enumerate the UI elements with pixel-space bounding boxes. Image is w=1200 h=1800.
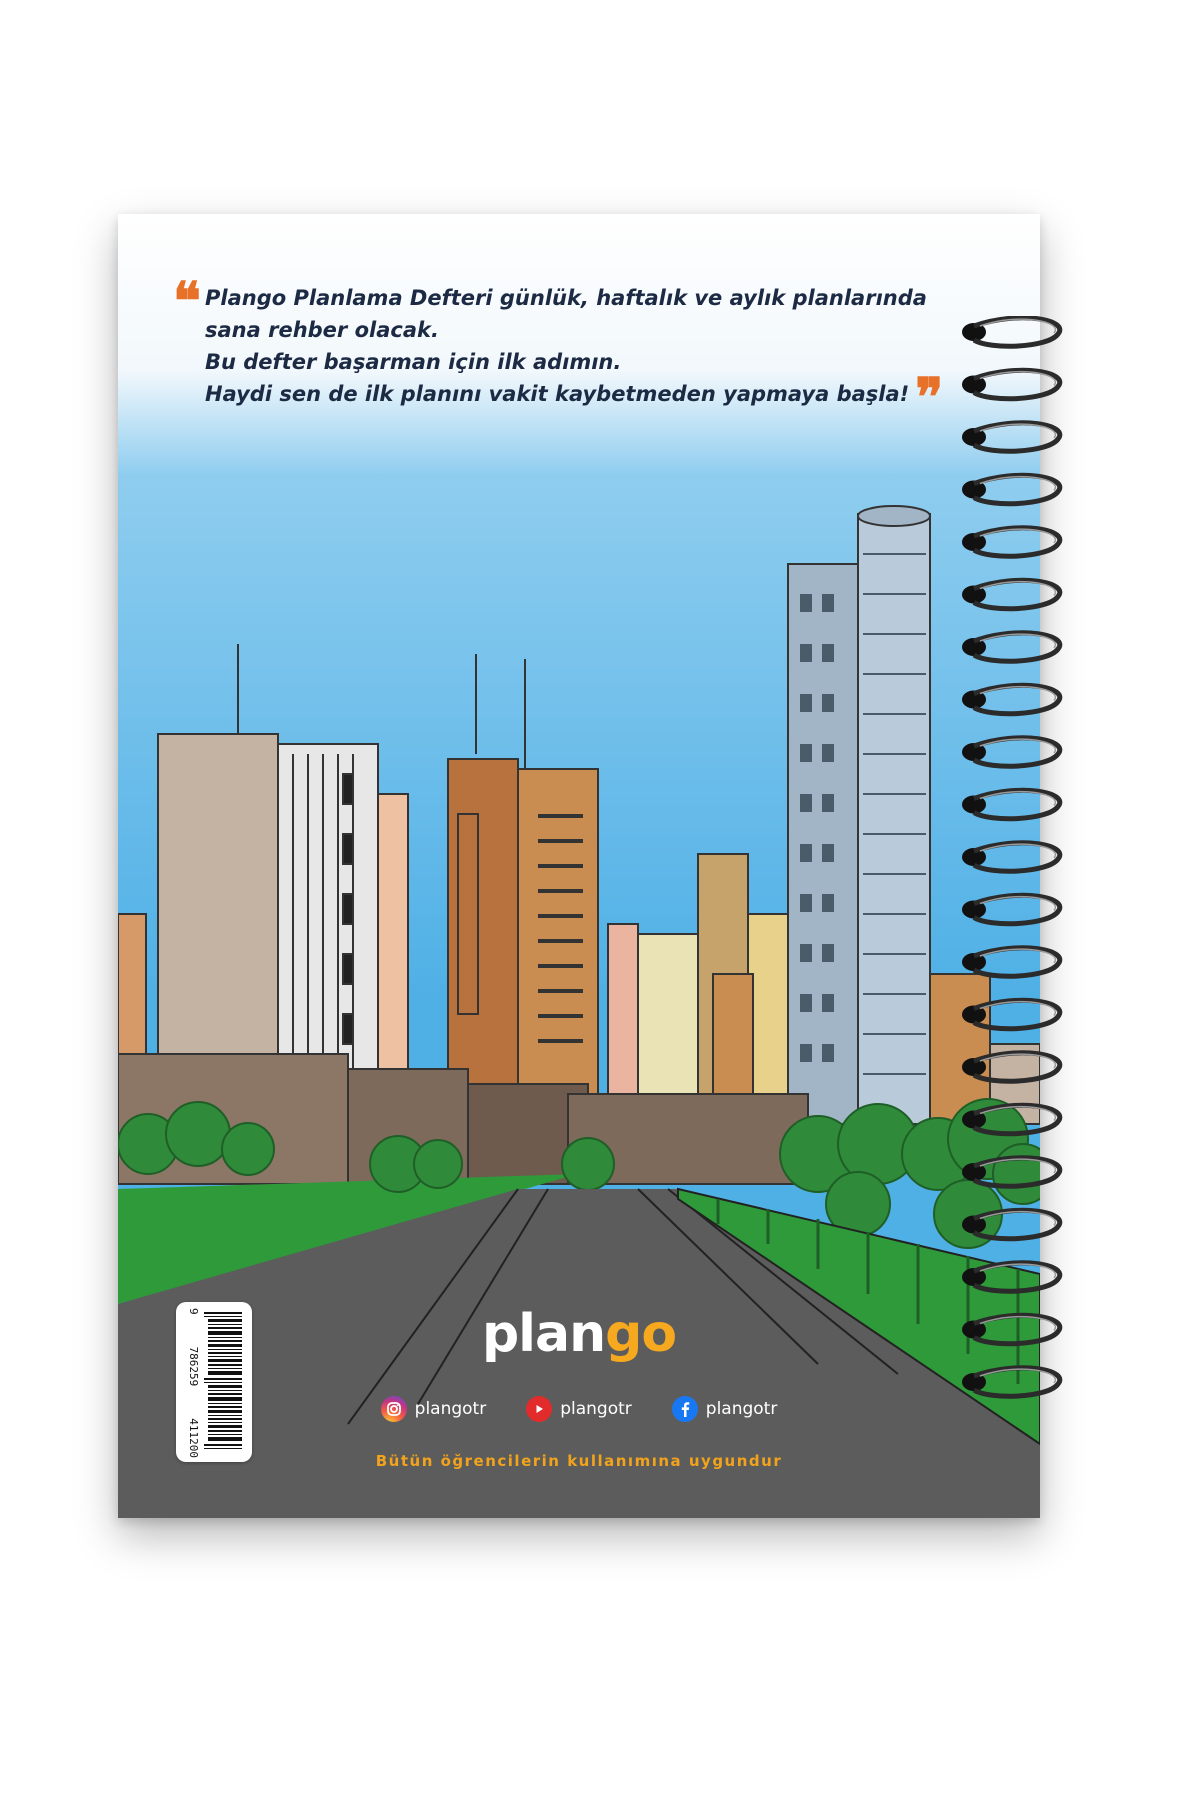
close-quote-mark: ❞ xyxy=(915,367,944,428)
quote-line-3: Bu defter başarman için ilk adımın. xyxy=(205,350,622,374)
open-quote-mark: ❝ xyxy=(173,271,201,332)
barcode-digit-prefix: 9 xyxy=(187,1308,200,1315)
facebook-link[interactable] xyxy=(672,1396,778,1422)
quote-line-1: Plango Planlama Defteri günlük, haftalık ve aylık planlarında xyxy=(205,286,927,310)
barcode-digit-group-2: 411200 xyxy=(187,1418,200,1458)
youtube-handle: plangotr xyxy=(560,1399,632,1419)
facebook-handle: plangotr xyxy=(705,1399,778,1419)
instagram-icon xyxy=(381,1396,407,1422)
spiral-binding xyxy=(960,316,1070,1436)
quote-line-2: sana rehber olacak. xyxy=(205,318,439,342)
instagram-handle: plangotr xyxy=(414,1399,487,1419)
youtube-link[interactable] xyxy=(526,1396,632,1422)
plango-logo xyxy=(118,1304,1040,1364)
youtube-icon xyxy=(526,1396,552,1422)
notebook-back-cover xyxy=(118,214,1040,1518)
quote-block xyxy=(173,271,973,428)
logo-main-text: plan xyxy=(481,1304,606,1364)
tagline: Bütün öğrencilerin kullanımına uygundur xyxy=(375,1452,783,1470)
barcode-digit-group-1: 786259 xyxy=(187,1346,200,1387)
logo-accent-text: go xyxy=(605,1304,677,1364)
quote-line-4 xyxy=(173,367,973,428)
social-links xyxy=(118,1396,1040,1422)
instagram-link[interactable] xyxy=(381,1396,487,1422)
facebook-icon xyxy=(672,1396,698,1422)
quote-line-4-text: Haydi sen de ilk planını vakit kaybetmeden yapmaya başla! xyxy=(205,382,910,406)
